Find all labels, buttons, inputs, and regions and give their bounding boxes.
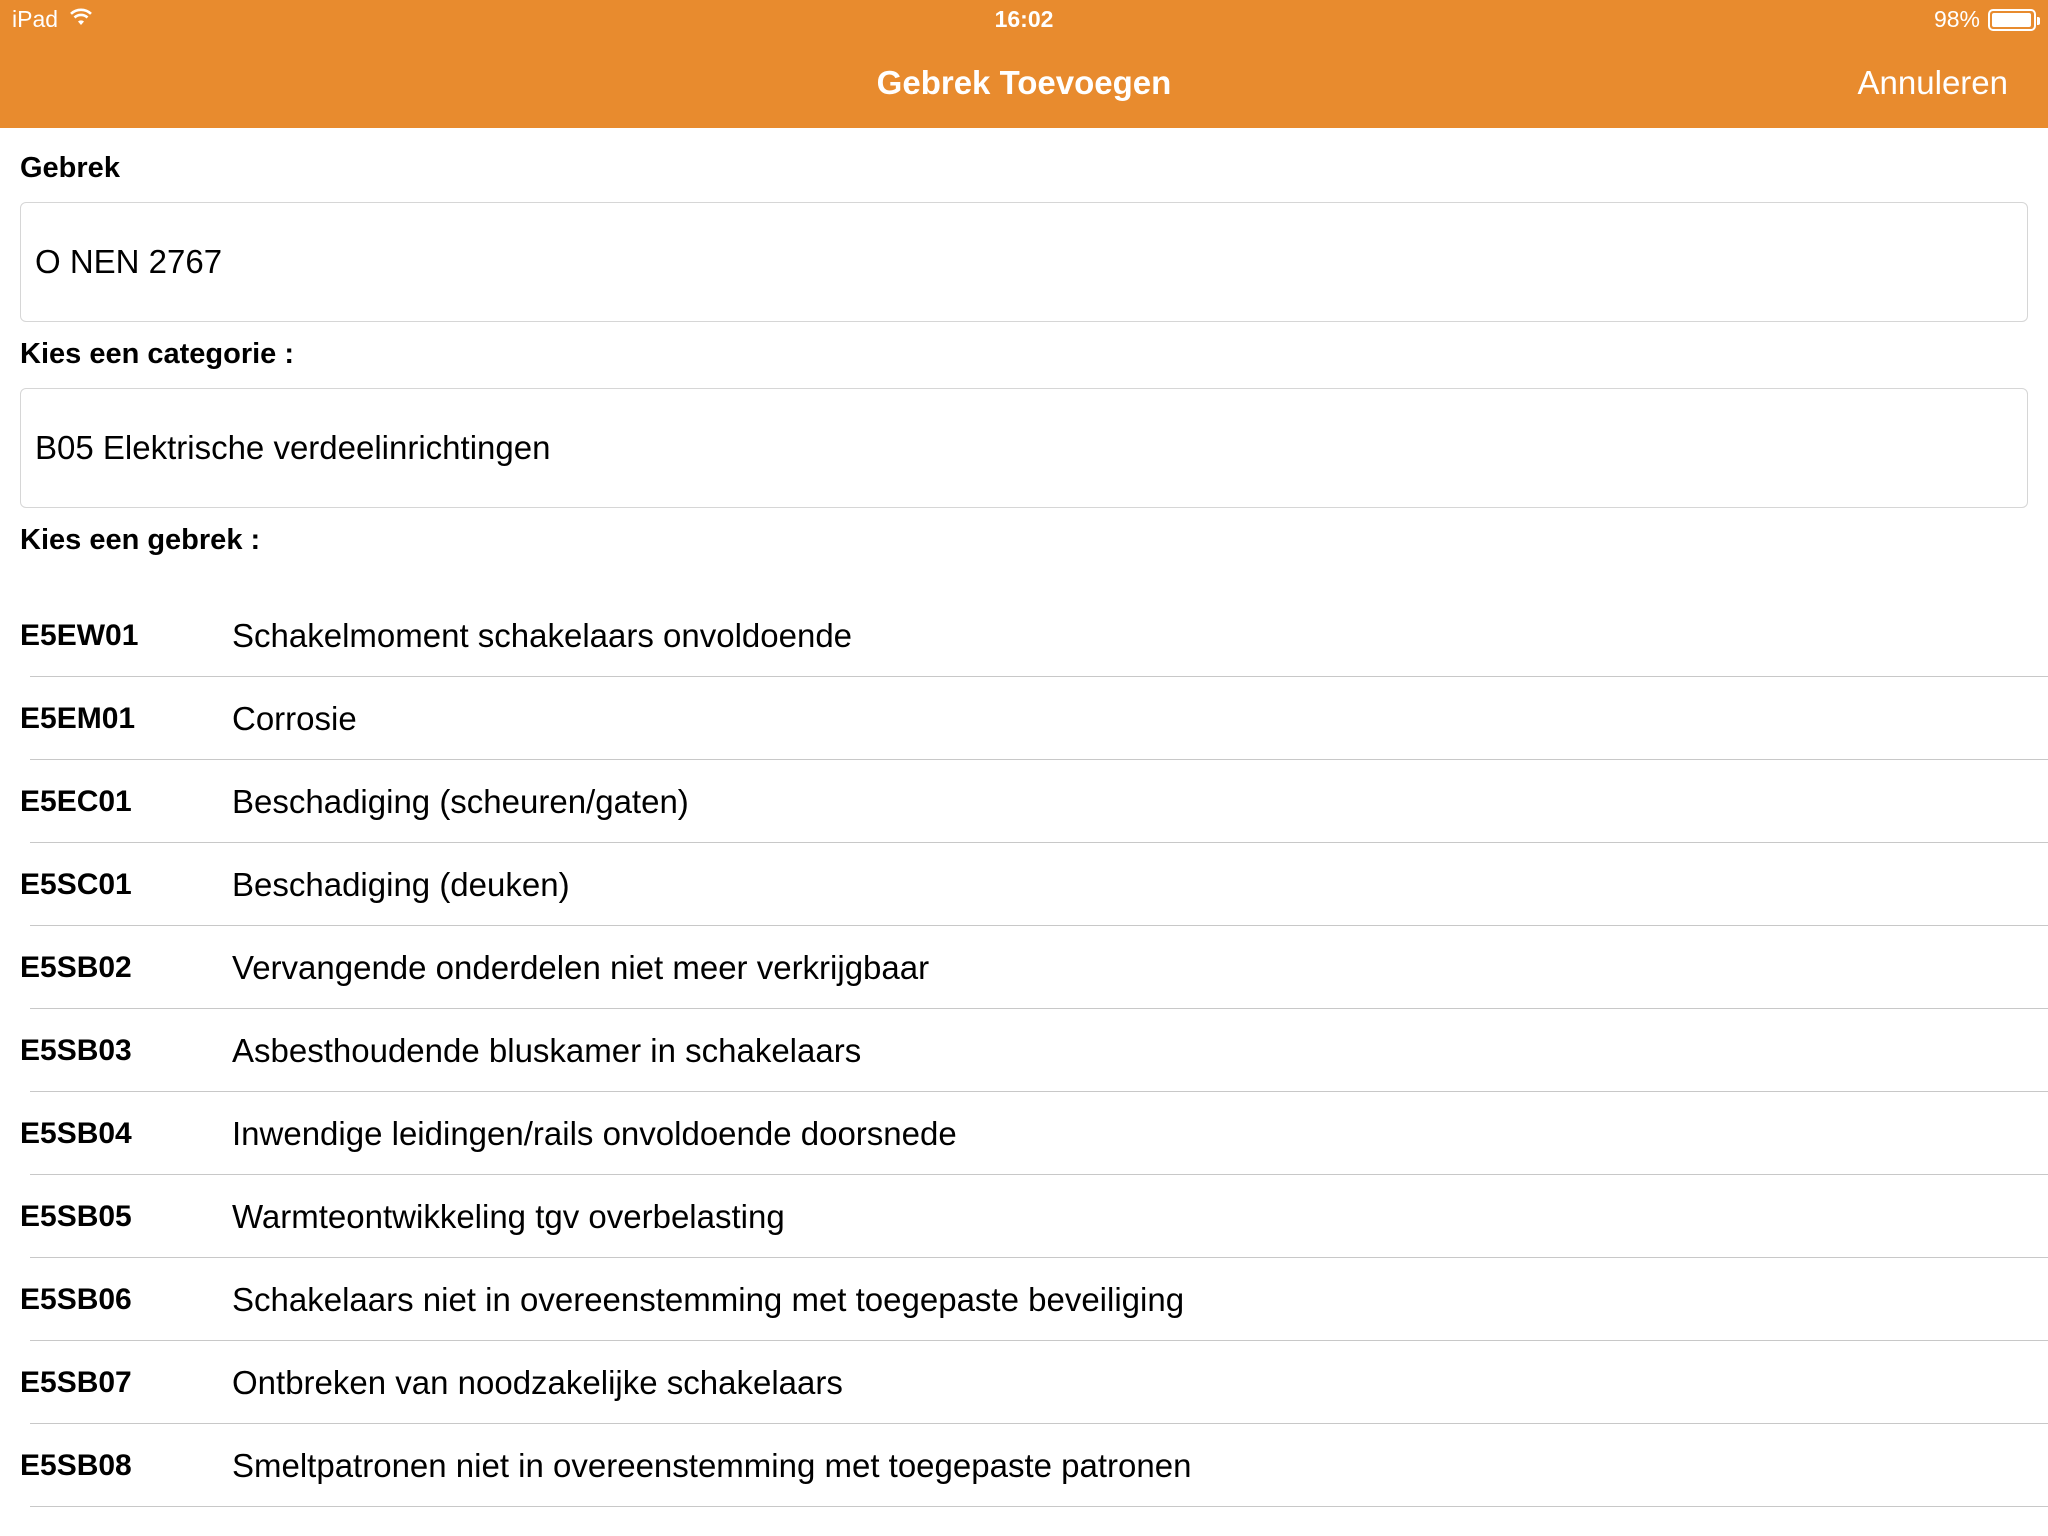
defect-row[interactable] [0,1092,2048,1175]
battery-fill [1992,13,2031,27]
defect-code: E5SC01 [20,867,132,901]
defect-code: E5SB03 [20,1033,132,1067]
defect-code: E5SB05 [20,1199,132,1233]
defect-list [0,594,2048,1507]
status-time: 16:02 [994,6,1054,32]
status-right [1934,6,2036,33]
gebrek-field[interactable] [20,202,2028,322]
navigation-bar [0,0,2048,128]
battery-icon [1988,9,2036,31]
defect-row[interactable] [0,1424,2048,1507]
defect-description: Inwendige leidingen/rails onvoldoende doorsnede [232,1114,957,1152]
defect-code: E5SB04 [20,1116,132,1150]
defect-description: Schakelmoment schakelaars onvoldoende [232,616,853,654]
category-field[interactable] [20,388,2028,508]
gebrek-label: Gebrek [20,152,120,184]
gebrek-field-value: O NEN 2767 [35,243,223,280]
defect-description: Schakelaars niet in overeenstemming met toegepaste beveiliging [232,1280,1185,1318]
defect-description: Beschadiging (scheuren/gaten) [232,782,689,820]
page-title: Gebrek Toevoegen [876,64,1172,101]
defect-code: E5SB07 [20,1365,132,1399]
defect-code: E5SB08 [20,1448,132,1482]
defect-label: Kies een gebrek : [20,524,261,556]
defect-description: Ontbreken van noodzakelijke schakelaars [232,1363,843,1401]
defect-description: Beschadiging (deuken) [232,865,570,903]
defect-row[interactable] [0,1009,2048,1092]
defect-row[interactable] [0,677,2048,760]
defect-code: E5EW01 [20,618,139,652]
category-field-value: B05 Elektrische verdeelinrichtingen [35,429,551,466]
defect-code: E5EM01 [20,701,136,735]
defect-row[interactable] [0,760,2048,843]
defect-row[interactable] [0,1175,2048,1258]
defect-row[interactable] [0,926,2048,1009]
defect-description: Asbesthoudende bluskamer in schakelaars [232,1031,862,1069]
defect-row[interactable] [0,594,2048,677]
category-label: Kies een categorie : [20,338,294,370]
cancel-button[interactable]: Annuleren [1857,64,2008,101]
defect-code: E5SB02 [20,950,132,984]
defect-row[interactable] [0,843,2048,926]
defect-row[interactable] [0,1341,2048,1424]
defect-code: E5EC01 [20,784,132,818]
defect-code: E5SB06 [20,1282,132,1316]
defect-description: Smeltpatronen niet in overeenstemming met toegepaste patronen [232,1446,1192,1484]
defect-description: Corrosie [232,699,357,737]
defect-description: Warmteontwikkeling tgv overbelasting [232,1197,785,1235]
defect-row[interactable] [0,1258,2048,1341]
device-name: iPad [12,6,59,32]
defect-description: Vervangende onderdelen niet meer verkrijgbaar [232,948,930,986]
battery-percent: 98% [1933,6,1980,32]
